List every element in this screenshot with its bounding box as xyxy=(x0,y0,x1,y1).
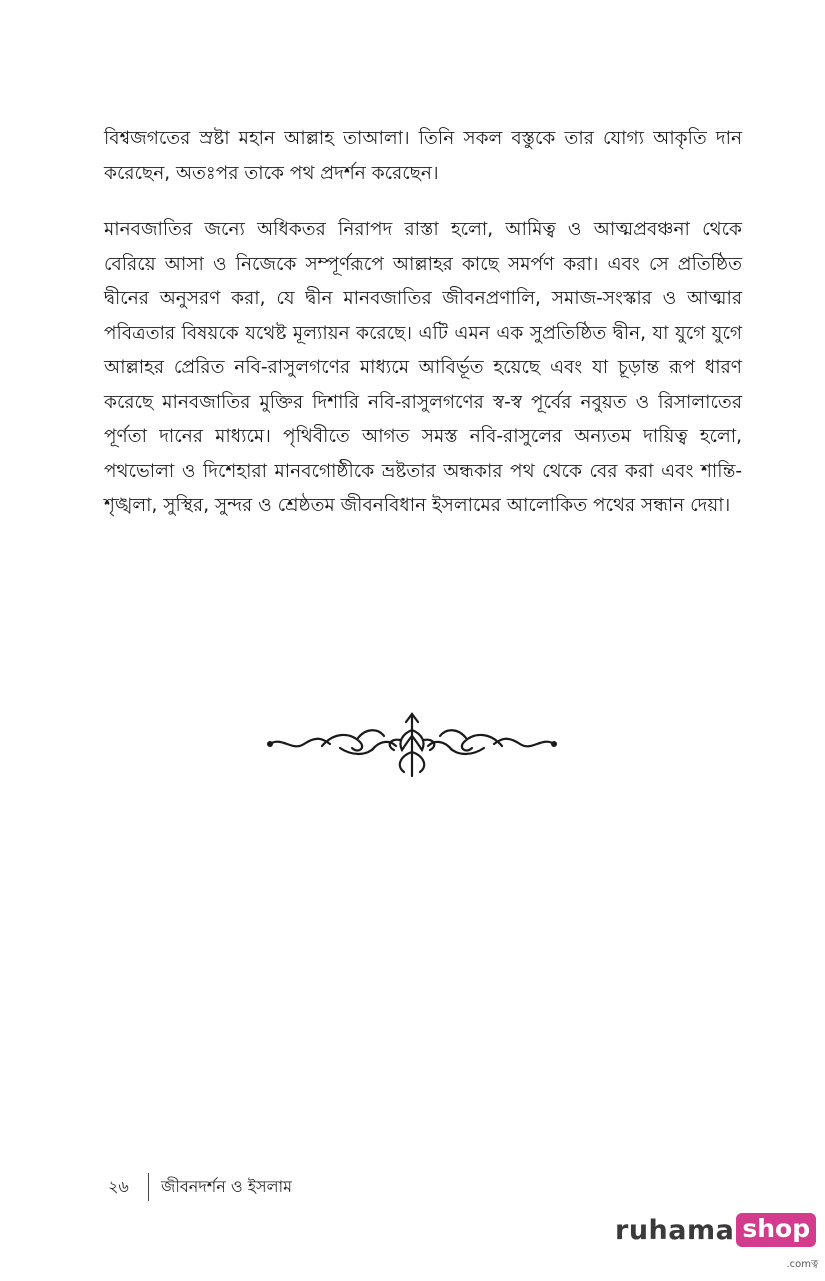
book-title: জীবনদর্শন ও ইসলাম xyxy=(161,1176,293,1196)
page-number: ২৬ xyxy=(108,1176,129,1196)
logo-domain: .comত্ব xyxy=(786,1259,819,1270)
floral-divider-icon xyxy=(262,710,562,780)
logo-word-shop xyxy=(736,1213,819,1270)
paragraph-intro: বিশ্বজগতের স্রষ্টা মহান আল্লাহ তাআলা। তিনি সকল বস্তুকে তার যোগ্য আকৃতি দান করেছেন, অতঃপর তাকে পথ প্রদর্শন করেছেন। xyxy=(104,128,742,184)
logo-shop-text: shop xyxy=(742,1214,811,1243)
page-body xyxy=(104,122,742,546)
paragraph-main: মানবজাতির জন্যে অধিকতর নিরাপদ রাস্তা হলো, আমিত্ব ও আত্মপ্রবঞ্চনা থেকে বেরিয়ে আসা ও নিজেকে সম্পূর্ণরূপে আল্লাহর কাছে সমর্পণ করা। এবং সে প্রতিষ্ঠিত দ্বীনের অনুসরণ করা, যে দ্বীন মানবজাতির জীবনপ্রণালি, সমাজ-সংস্কার ও আত্মার পবিত্রতার বিষয়কে যথেষ্ট মূল্যায়ন করেছে। এটি এমন এক সুপ্রতিষ্ঠিত দ্বীন, যা যুগে যুগে আল্লাহর প্রেরিত নবি-রাসুলগণের মাধ্যমে আবির্ভূত হয়েছে এবং যা চূড়ান্ত রূপ ধারণ করেছে মানবজাতির মুক্তির দিশারি নবি-রাসুলগণের স্ব-স্ব পূর্বের নবুয়ত ও রিসালাতের পূর্ণতা দানের মাধ্যমে। পৃথিবীতে আগত সমস্ত নবি-রাসুলের অন্যতম দায়িত্ব হলো, পথভোলা ও দিশেহারা মানবগোষ্ঠীকে ভ্রষ্টতার অন্ধকার পথ থেকে বের করা এবং শান্তি-শৃঙ্খলা, সুস্থির, সুন্দর ও শ্রেষ্ঠতম জীবনবিধান ইসলামের আলোকিত পথের সন্ধান দেয়া। xyxy=(104,219,742,516)
publisher-watermark-logo xyxy=(615,1212,819,1270)
footer-divider xyxy=(148,1173,149,1201)
page-footer xyxy=(108,1172,292,1202)
logo-word-ruhama: ruhama xyxy=(615,1214,735,1246)
